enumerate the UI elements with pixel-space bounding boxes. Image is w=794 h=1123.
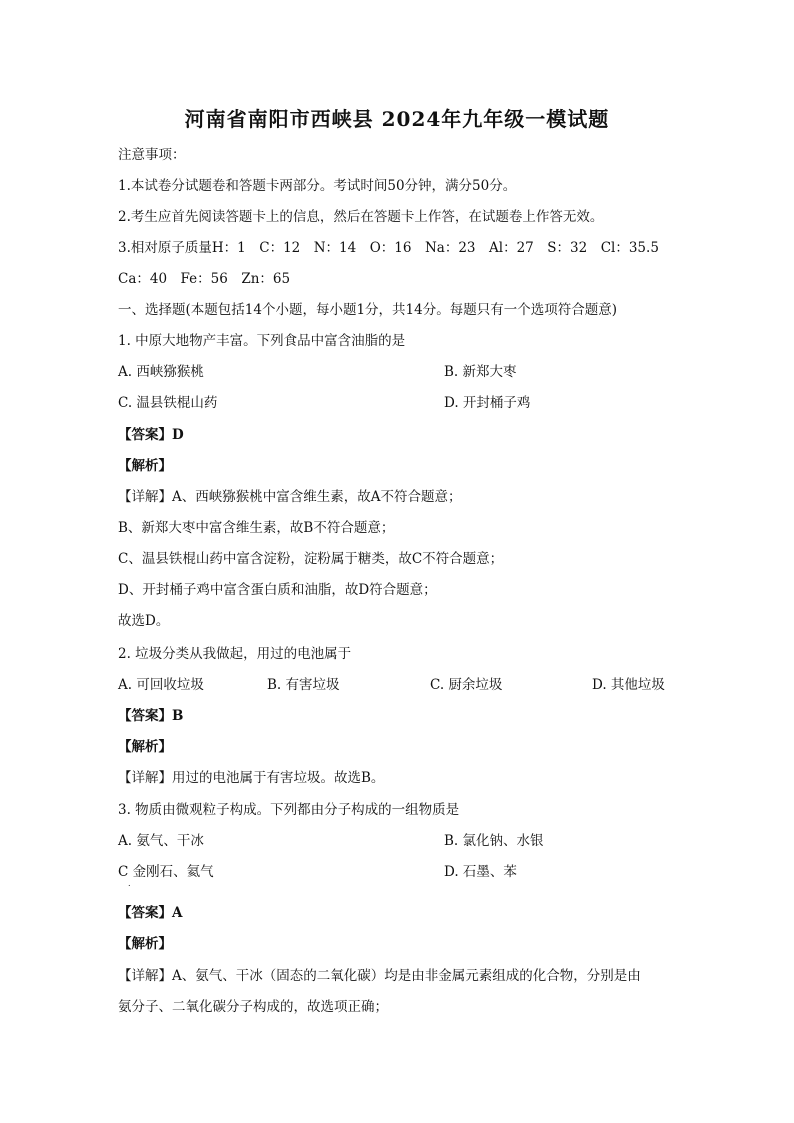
notes-heading: 注意事项： [118,147,186,163]
option-a: A. 氨气、干冰 [118,833,204,849]
section-heading: 一、选择题(本题包括14个小题，每小题1分，共14分。每题只有一个选项符合题意) [118,302,617,318]
question-stem: 3. 物质由微观粒子构成。下列都由分子构成的一组物质是 [118,802,460,818]
answer-label: 【答案】A [118,905,183,921]
option-d: D. 石墨、苯 [444,864,517,880]
detail-line: 故选D。 [118,613,170,629]
question-stem: 1. 中原大地物产丰富。下列食品中富含油脂的是 [118,333,406,349]
stray-dot: . [128,879,131,888]
option-b: B. 有害垃圾 [267,677,340,693]
analysis-label: 【解析】 [118,739,172,755]
detail-line: 【详解】A、氨气、干冰（固态的二氧化碳）均是由非金属元素组成的化合物，分别是由 [118,968,641,984]
option-b: B. 新郑大枣 [444,364,517,380]
question-stem: 2. 垃圾分类从我做起，用过的电池属于 [118,646,352,662]
option-a: A. 西峡猕猴桃 [118,364,204,380]
option-d: D. 其他垃圾 [592,677,665,693]
notes-item: 3.相对原子质量H：1 C：12 N：14 O：16 Na：23 Al：27 S：32 Cl：35.5 [118,240,659,256]
option-d: D. 开封桶子鸡 [444,395,531,411]
detail-line: 【详解】A、西峡猕猴桃中富含维生素，故A不符合题意； [118,489,462,505]
analysis-label: 【解析】 [118,458,172,474]
answer-label: 【答案】B [118,708,184,724]
detail-line: B、新郑大枣中富含维生素，故B不符合题意； [118,520,395,536]
option-c: C. 厨余垃圾 [430,677,503,693]
detail-line: 【详解】用过的电池属于有害垃圾。故选B。 [118,770,385,786]
option-b: B. 氯化钠、水银 [444,833,544,849]
option-c: C 金刚石、氦气 [118,864,214,880]
detail-line: 氨分子、二氧化碳分子构成的，故选项正确； [118,999,388,1015]
detail-line: D、开封桶子鸡中富含蛋白质和油脂，故D符合题意； [118,582,437,598]
page-title: 河南省南阳市西峡县 2024年九年级一模试题 [184,107,610,131]
answer-label: 【答案】D [118,427,184,443]
analysis-label: 【解析】 [118,936,172,952]
option-a: A. 可回收垃圾 [118,677,204,693]
notes-item: 2.考生应首先阅读答题卡上的信息，然后在答题卡上作答，在试题卷上作答无效。 [118,209,604,225]
option-c: C. 温县铁棍山药 [118,395,218,411]
notes-item: Ca：40 Fe：56 Zn：65 [118,271,291,287]
notes-item: 1.本试卷分试题卷和答题卡两部分。考试时间50分钟，满分50分。 [118,178,517,194]
detail-line: C、温县铁棍山药中富含淀粉，淀粉属于糖类，故C不符合题意； [118,551,504,567]
